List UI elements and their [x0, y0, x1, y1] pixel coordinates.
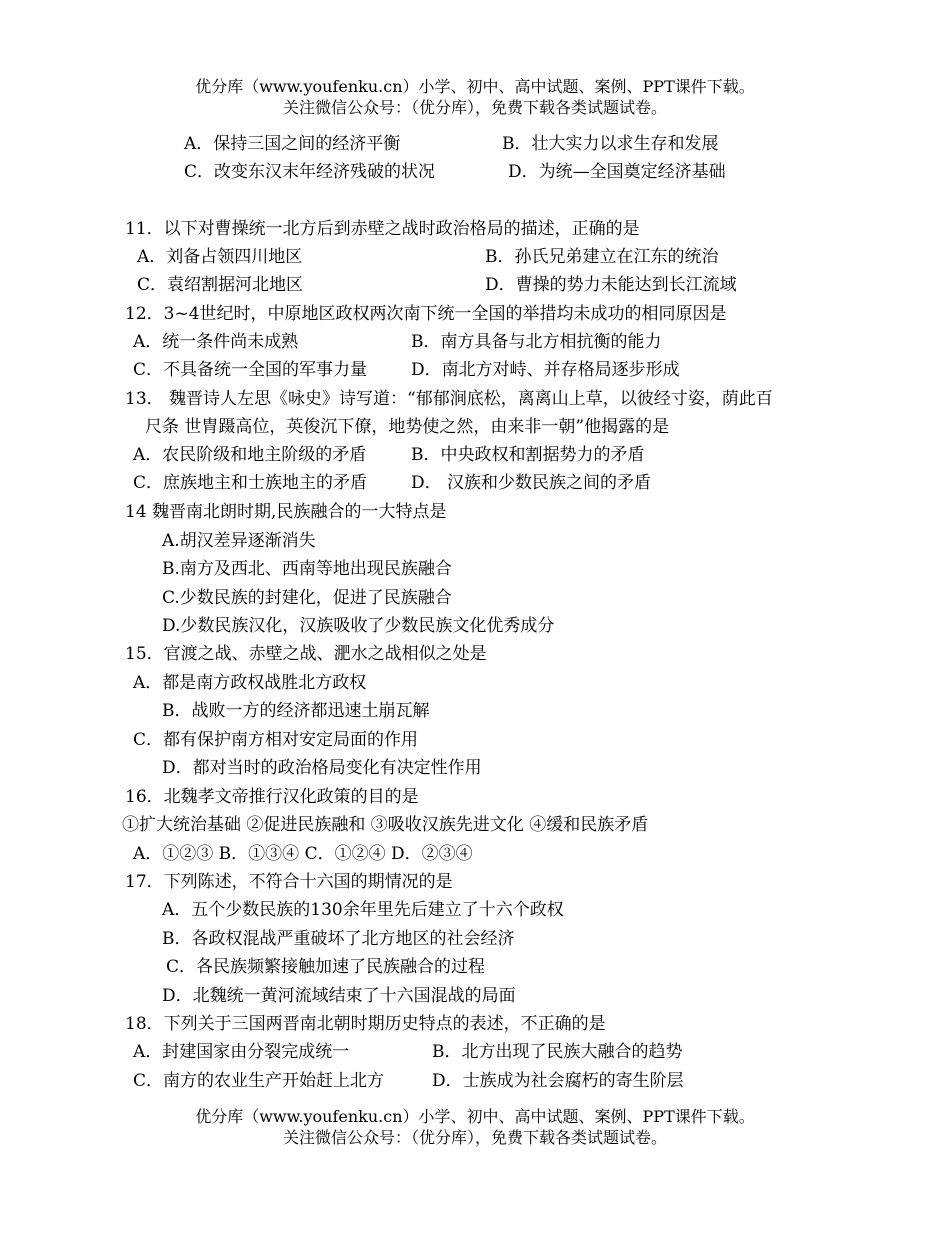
- q17-option-b: B．各政权混战严重破坏了北方地区的社会经济: [162, 929, 515, 949]
- q10-option-b: B．壮大实力以求生存和发展: [502, 134, 719, 154]
- q12-stem: 12．3~4世纪时，中原地区政权两次南下统一全国的举措均未成功的相同原因是: [125, 304, 727, 324]
- q13-option-c: C．庶族地主和士族地主的矛盾: [133, 473, 368, 493]
- q14-option-d: D.少数民族汉化，汉族吸收了少数民族文化优秀成分: [162, 616, 555, 636]
- q10-option-c: C．改变东汉末年经济残破的状况: [184, 162, 436, 182]
- q11-option-d: D．曹操的势力未能达到长江流域: [485, 275, 737, 295]
- q18-stem: 18．下列关于三国两晋南北朝时期历史特点的表述，不正确的是: [125, 1014, 606, 1034]
- q13-option-a: A．农民阶级和地主阶级的矛盾: [133, 445, 367, 465]
- q15-stem: 15．官渡之战、赤壁之战、淝水之战相似之处是: [125, 644, 487, 664]
- q13-option-d: D． 汉族和少数民族之间的矛盾: [411, 473, 652, 493]
- q16-items: ①扩大统治基础 ②促进民族融和 ③吸收汉族先进文化 ④缓和民族矛盾: [122, 815, 649, 835]
- q14-stem: 14 魏晋南北朗时期,民族融合的一大特点是: [125, 502, 447, 522]
- q12-option-c: C．不具备统一全国的军事力量: [133, 360, 368, 380]
- q14-option-a: A.胡汉差异逐渐消失: [162, 531, 316, 551]
- footer-line-1: 优分库（www.youfenku.cn）小学、初中、高中试题、案例、PPT课件下载。: [195, 1107, 755, 1126]
- q12-option-a: A．统一条件尚未成熟: [133, 332, 299, 352]
- q15-option-b: B．战败一方的经济都迅速土崩瓦解: [162, 701, 430, 721]
- q17-option-d: D．北魏统一黄河流域结束了十六国混战的局面: [162, 986, 516, 1006]
- q11-option-a: A．刘备占领四川地区: [137, 247, 303, 267]
- q18-option-c: C．南方的农业生产开始赶上北方: [133, 1071, 385, 1091]
- q15-option-d: D．都对当时的政治格局变化有决定性作用: [162, 758, 482, 778]
- q11-stem: 11．以下对曹操统一北方后到赤壁之战时政治格局的描述，正确的是: [125, 219, 640, 239]
- header-line-1: 优分库（www.youfenku.cn）小学、初中、高中试题、案例、PPT课件下载。: [195, 77, 755, 96]
- q11-option-c: C．袁绍割据河北地区: [137, 275, 304, 295]
- q17-option-c: C．各民族频繁接触加速了民族融合的过程: [166, 957, 486, 977]
- q14-option-b: B.南方及西北、西南等地出现民族融合: [162, 559, 452, 579]
- q18-option-a: A．封建国家由分裂完成统一: [133, 1042, 350, 1062]
- q12-option-b: B．南方具备与北方相抗衡的能力: [411, 332, 662, 352]
- q18-option-d: D．士族成为社会腐朽的寄生阶层: [432, 1071, 684, 1091]
- q11-option-b: B．孙氏兄弟建立在江东的统治: [485, 247, 719, 267]
- q16-stem: 16．北魏孝文帝推行汉化政策的目的是: [125, 787, 419, 807]
- q16-options: A．①②③ B．①③④ C．①②④ D．②③④: [133, 844, 473, 864]
- q12-option-d: D．南北方对峙、并存格局逐步形成: [411, 360, 680, 380]
- q13-stem-line-1: 13． 魏晋诗人左思《咏史》诗写道：“郁郁涧底松，离离山上草，以彼经寸姿，荫此百: [125, 389, 773, 409]
- q17-option-a: A．五个少数民族的130余年里先后建立了十六个政权: [162, 900, 564, 920]
- footer-line-2: 关注微信公众号：（优分库），免费下载各类试题试卷。: [282, 1128, 667, 1147]
- q14-option-c: C.少数民族的封建化，促进了民族融合: [162, 588, 452, 608]
- q13-stem-line-2: 尺条 世胄蹑高位，英俊沉下僚，地势使之然，由来非一朝”他揭露的是: [145, 417, 670, 437]
- q18-option-b: B．北方出现了民族大融合的趋势: [432, 1042, 683, 1062]
- q17-stem: 17．下列陈述，不符合十六国的期情况的是: [125, 872, 453, 892]
- q13-option-b: B．中央政权和割据势力的矛盾: [411, 445, 645, 465]
- q15-option-a: A．都是南方政权战胜北方政权: [133, 673, 367, 693]
- q10-option-a: A．保持三国之间的经济平衡: [184, 134, 401, 154]
- q10-option-d: D．为统—全国奠定经济基础: [508, 162, 726, 182]
- q15-option-c: C．都有保护南方相对安定局面的作用: [133, 730, 419, 750]
- header-line-2: 关注微信公众号：（优分库），免费下载各类试题试卷。: [282, 98, 667, 117]
